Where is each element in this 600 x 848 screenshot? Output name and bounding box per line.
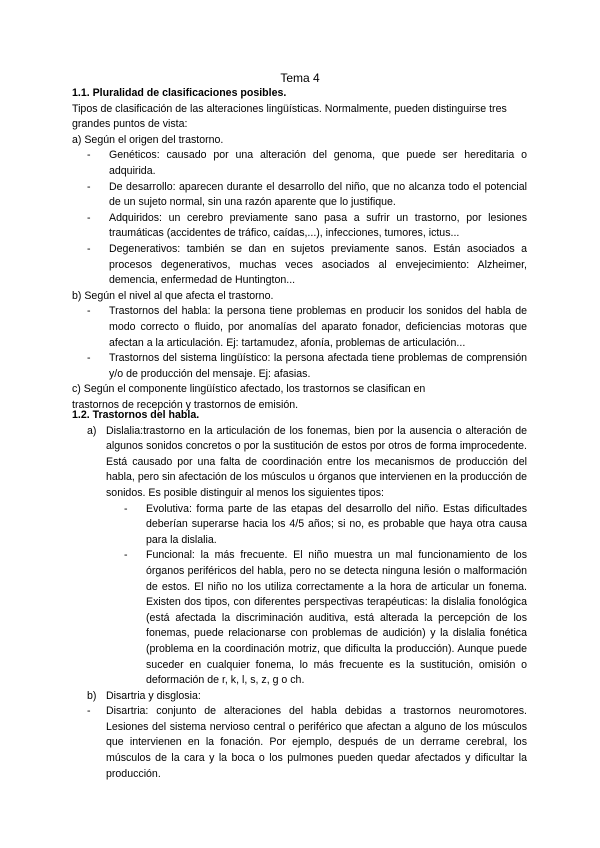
- list-item-text: Adquiridos: un cerebro previamente sano pasa a sufrir un trastorno, por lesiones traumáticas (accidentes de tráfico, caídas,...), infecciones, tumores, ictus...: [109, 211, 527, 240]
- section-1-2: [72, 408, 532, 782]
- list-item: [87, 180, 527, 211]
- group-c-text: c) Según el componente lingüístico afectado, los trastornos se clasifican en trastornos de recepción y trastornos de emisión.: [72, 383, 426, 411]
- list-item-text: De desarrollo: aparecen durante el desarrollo del niño, que no alcanza todo el potencial de un sujeto normal, sin una razón aparente que lo justifique.: [109, 180, 527, 209]
- list-dash: -: [87, 242, 91, 255]
- list-item: [87, 304, 527, 351]
- list-item-text: Trastornos del sistema lingüístico: la persona afectada tiene problemas de comprensión y/o de producción del mensaje. Ej: afasias.: [109, 352, 527, 380]
- item-b-marker: b): [87, 689, 97, 702]
- group-a-label: a) Según el origen del trastorno.: [72, 133, 224, 146]
- item-b-text: Disartria y disglosia:: [106, 689, 201, 702]
- section-1-2-heading: 1.2. Trastornos del habla.: [72, 409, 200, 421]
- list-item: [124, 548, 527, 688]
- group-a-list: [87, 148, 527, 288]
- list-dash: -: [87, 705, 91, 718]
- list-dash: -: [87, 305, 91, 318]
- list-dash: -: [124, 502, 128, 515]
- list-item: [124, 502, 527, 549]
- list-item-text: Degenerativos: también se dan en sujetos previamente sanos. Están asociados a procesos degenerativos, muchas veces asociados al envejecimiento: Alzheimer, demencia, enfermedad de Huntington...: [109, 242, 527, 287]
- list-dash: -: [87, 211, 91, 224]
- disartria-item: [87, 704, 527, 782]
- list-item-text: Genéticos: causado por una alteración del genoma, que puede ser hereditaria o adquirida.: [109, 149, 527, 177]
- item-a-dislalia: [87, 424, 527, 502]
- dislalia-types-list: [124, 502, 527, 689]
- list-item-text: Trastornos del habla: la persona tiene problemas en producir los sonidos del habla de modo correcto o fluido, por anomalías del aparato fonador, deficiencias motoras que afectan a la articulación. Ej: tartamudez, afonía, problemas de articulación...: [109, 305, 527, 349]
- item-b-disartria: [87, 689, 527, 705]
- group-b-label: b) Según el nivel al que afecta el trastorno.: [72, 289, 274, 302]
- list-item: [87, 242, 527, 289]
- list-dash: -: [124, 549, 128, 562]
- section-1-1-heading: 1.1. Pluralidad de clasificaciones posibles.: [72, 87, 287, 99]
- document-title: Tema 4: [280, 71, 320, 85]
- section-1-1: [72, 86, 532, 413]
- list-item: [87, 148, 527, 179]
- list-dash: -: [87, 352, 91, 365]
- disartria-text: Disartria: conjunto de alteraciones del habla debidas a trastornos neuromotores. Lesiones del sistema nervioso central o periférico que afectan a alguno de los músculos que intervienen en la fonación. Por ejemplo, después de un derrame cerebral, los músculos de la cara y la boca o los pulmones pueden quedar afectados y dificultar la producción.: [106, 705, 527, 780]
- list-item-text: Evolutiva: forma parte de las etapas del desarrollo del niño. Estas dificultades deberían superarse hacia los 4/5 años; si no, es probable que haya otra causa para la dislalia.: [146, 502, 527, 546]
- group-b-list: [87, 304, 527, 382]
- list-item: [87, 211, 527, 242]
- list-item-text: Funcional: la más frecuente. El niño muestra un mal funcionamiento de los órganos periféricos del habla, pero no se detecta ninguna lesión o malformación de estos. El niño no los utiliza correctamente a la hora de articular un fonema. Existen dos tipos, con diferentes perspectivas terapéuticas: la dislalia fonológica (está afectada la discriminación auditiva, está alterada la percepción de los fonemas, puede relacionarse con problemas de audición) y la dislalia fonética (problema en la coordinación motriz, que dificulta la producción). Aunque puede suceder en cualquier fonema, lo más frecuente es la sustitución, omisión o deformación de r, k, l, s, z, g o ch.: [146, 549, 527, 687]
- list-item: [87, 351, 527, 382]
- list-dash: -: [87, 180, 91, 193]
- item-a-text: Dislalia:trastorno en la articulación de los fonemas, bien por la ausencia o alteración de algunos sonidos concretos o por la sustitución de estos por otros de forma improcedente. Está causado por una falta de coordinación entre los mecanismos de producción del habla, pero sin afectación de los músculos u órganos que intervienen en la producción de sonidos. Es posible distinguir al menos los siguientes tipos:: [106, 424, 527, 499]
- item-a-marker: a): [87, 424, 97, 437]
- section-1-1-intro: Tipos de clasificación de las alteraciones lingüísticas. Normalmente, pueden distinguirse tres grandes puntos de vista:: [72, 102, 507, 131]
- list-dash: -: [87, 149, 91, 162]
